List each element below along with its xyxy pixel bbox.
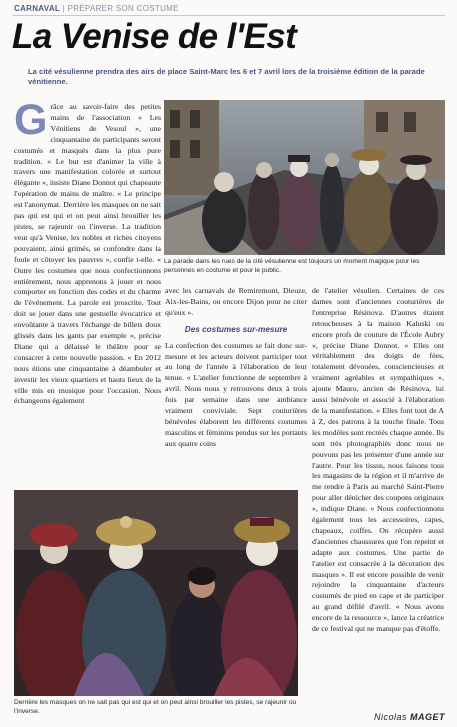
article-subheading: Des costumes sur-mesure (184, 324, 288, 334)
section-label: CARNAVAL (14, 4, 61, 13)
parade-photo-caption: La parade dans les rues de la cité vésulienne est toujours un moment magique pour les personnes en costume et pour le public. (164, 258, 420, 274)
subsection-label: PRÉPARER SON COSTUME (67, 4, 179, 13)
masks-photo-illustration (14, 490, 298, 696)
masks-photo (14, 490, 298, 696)
section-header (14, 4, 179, 13)
parade-photo-illustration (164, 100, 445, 255)
column-2-text: La confection des costumes se fait donc sur-mesure et les acteurs doivent participer tout au long de l'année à l'élaboration de leur tenue. « L'atelier fonctionne de septembre à avril. Nous nous y retrouvons deux à trois fois par semaine dans une ambiance vraiment conviviale. Sept couturières bénévoles élaborent les différents costumes masculins et féminins pendus sur les portants aux quatre coins (165, 340, 307, 448)
masks-photo-caption: Derrière les masques on ne sait pas qui est qui et on peut ainsi brouiller les pistes, se rajeunir ou l'inverse. (14, 699, 297, 715)
author-last-name: MAGET (410, 712, 445, 722)
column-3-text: de l'atelier vésulien. Certaines de ces dames sont d'anciennes couturières de l'entreprise Résinova. D'autres étaient retoucheuses à la maison Kaluski ou encore profs de couture de l'École Aubry », précise Diane Donnot. « Elles ont véritablement des doigts de fées, totalement dévouées, consciencieuses et vraiment agréables et sympathiques », ajoute Mauro, ancien de Résinova, lui aussi bénévole et associé à l'élaboration de la manifestation. « Elles font tout de A à Z, des patrons à la touche finale. Tous les modèles sont recréés chaque année. Ils sont très photographiés donc nous ne pouvons pas les présenter d'une année sur l'autre. Pour les tissus, nous faisons tous les magasins de la région et il m'arrive de me rendre à Paris au marché Saint-Pierre pour aller dénicher des coupons originaux », indique Diane. « Nous confectionnons également tous les accessoires, capes, chapeaux, coiffes. On récupère aussi d'anciennes chaussures que l'on repeint et adapte aux costumes. Une partie de l'atelier est consacrée à la décoration des masques ». Il est encore possible de venir rejoindre la cinquantaine d'acteurs costumés de pied en cape et de participer au grand défilé d'avril. « Nous avons encore de la ressource », lance la créatrice de ce festival qui ne manque pas d'étoffe. (312, 286, 444, 634)
author-first-name: Nicolas (373, 712, 407, 722)
drop-cap: G (14, 96, 48, 144)
author-byline (374, 712, 445, 722)
article-column-1 (14, 96, 161, 407)
parade-photo (164, 100, 445, 255)
header-rule (12, 15, 445, 16)
column-1-text: râce au savoir-faire des petites mains de l'association « Les Vénitiens de Vesoul », une cinquantaine de participants seront costumés et masqués dans la plus pure tradition. « Le but est d'animer la ville à travers une manifestation colorée et surtout élégante », insiste Diane Donnot qui chapeaute l'opération de mains de maître. « Le principe est l'anonymat. Derrière les masques on ne sait pas qui est qui et on peut ainsi brouiller les pistes, se rajeunir ou l'inverse. La tradition veut qu'à Venise, les nobles et riches citoyens pouvaient, ainsi grimés, se confondre dans la foule et côtoyer les pauvres », confie t-elle. « Outre les costumes que nous confectionnons entièrement, nous apprenons à jouer et nous comporter en fonction des codes et du charme de l'événement. La parole est proscrite. Tout doit se jouer dans une gestuelle évocatrice et envoûtante à travers l'échange de billets doux glissés dans les gants par exemple », précise Diane qui a délaissé le théâtre pour se consacrer à cette nouvelle passion. « En 2012 nous étions une cinquantaine à déambuler et investir les vieux quartiers et hauts lieux de la ville mis en musique pour l'occasion. Nous échangeons également (14, 102, 161, 406)
article-lead: La cité vésulienne prendra des airs de place Saint-Marc les 6 et 7 avril lors de la troisième édition de la parade vénitienne. (28, 67, 425, 87)
article-column-2 (165, 286, 307, 450)
section-separator: | (62, 4, 66, 13)
article-title: La Venise de l'Est (12, 17, 297, 56)
article-column-3 (312, 286, 444, 635)
column-2-intro: avec les carnavals de Remiremont, Dieuze, Aix-les-Bains, ou encore Dijon pour ne citer qu'eux ». (165, 286, 307, 317)
